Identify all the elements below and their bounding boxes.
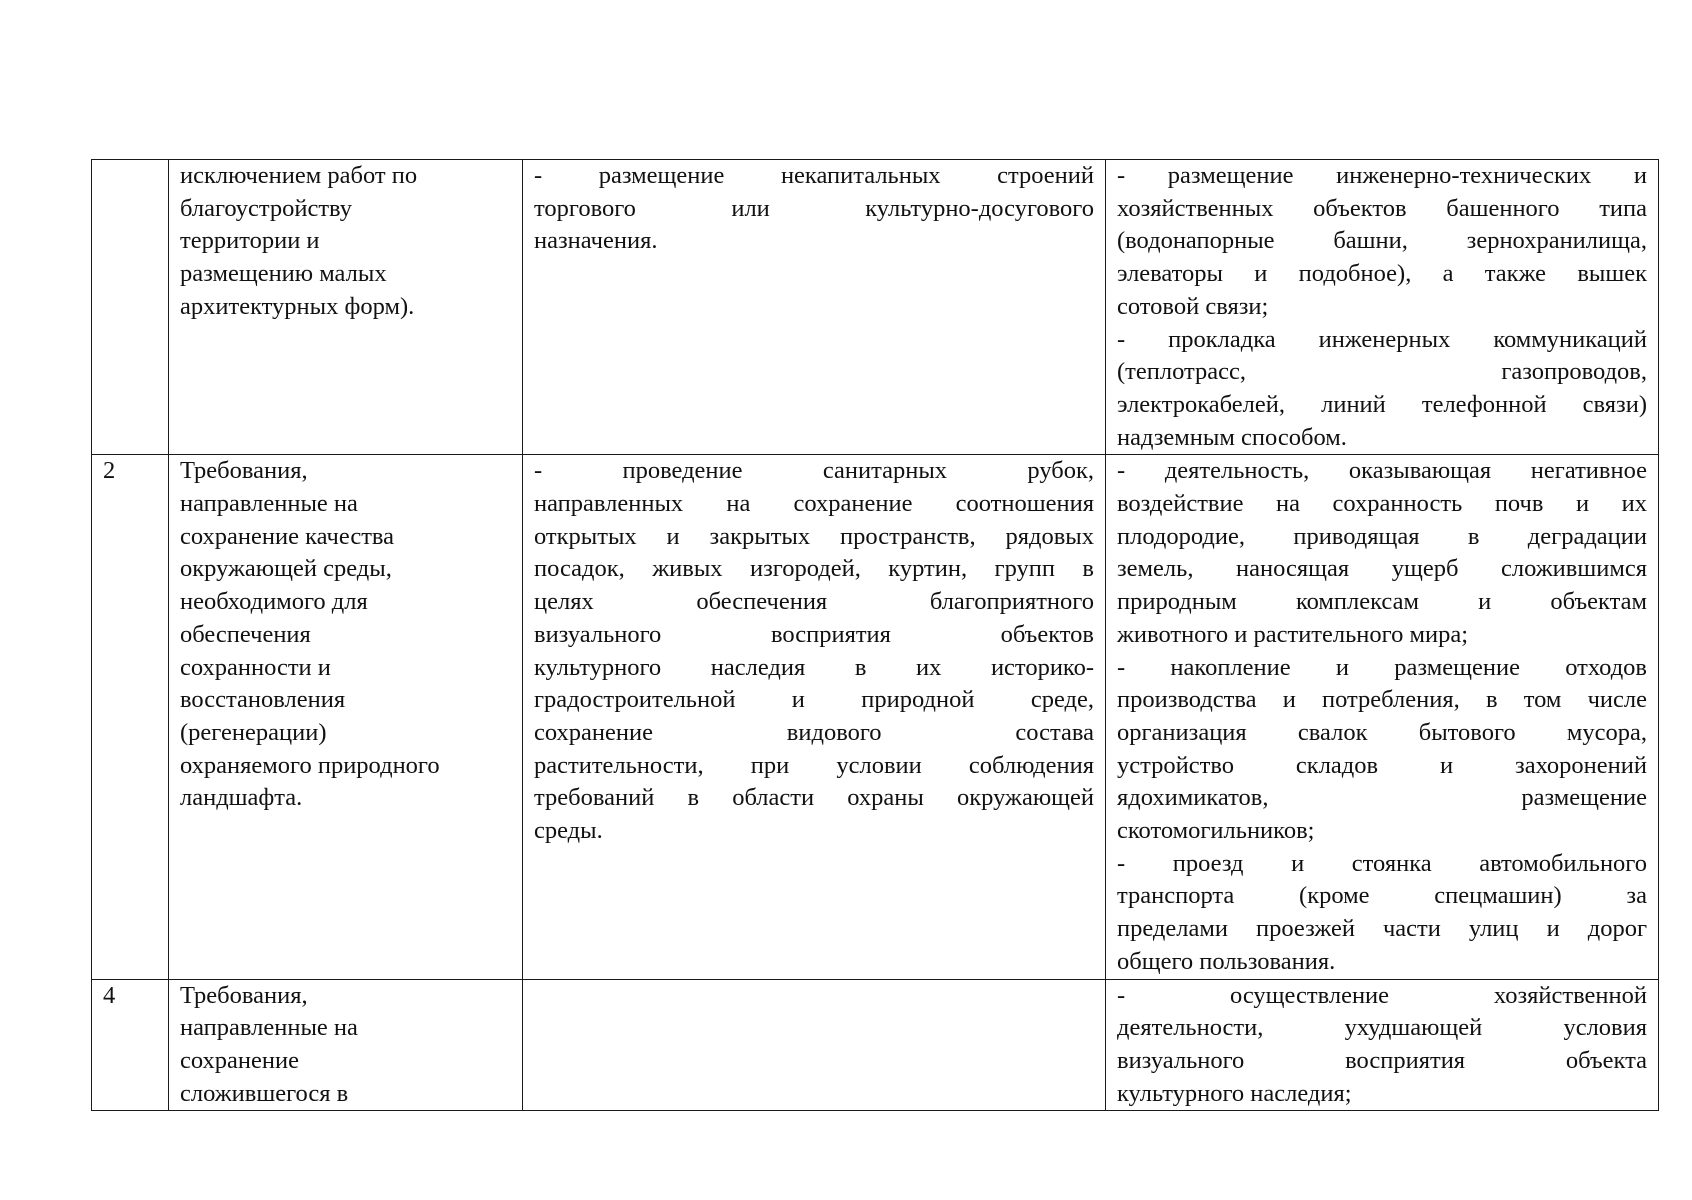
text-line: сохранение видового состава (534, 718, 1094, 746)
text-line: визуального восприятия объекта (1117, 1046, 1647, 1074)
text-line: окружающей среды, (180, 555, 392, 583)
text-line: плодородие, приводящая в деградации (1117, 522, 1647, 550)
text-line: сохранение (180, 1046, 299, 1074)
prohibited-activities-cell (1106, 160, 1659, 455)
text-line: ландшафта. (180, 784, 303, 812)
text-line: устройство складов и захоронений (1117, 751, 1647, 779)
row-number-cell (92, 979, 169, 1111)
text-line: Требования, (180, 457, 308, 485)
allowed-activities-cell (523, 455, 1106, 979)
text-line: - размещение инженерно-технических и (1117, 162, 1647, 189)
text-line: охраняемого природного (180, 751, 440, 779)
text-line: посадок, живых изгородей, куртин, групп в (534, 555, 1094, 583)
text-line: - прокладка инженерных коммуникаций (1117, 325, 1647, 353)
text-line: открытых и закрытых пространств, рядовых (534, 522, 1094, 550)
requirement-cell (169, 160, 523, 455)
requirement-cell (169, 979, 523, 1111)
text-line: - деятельность, оказывающая негативное (1117, 457, 1647, 485)
prohibited-activities-cell (1106, 455, 1659, 979)
text-line: (регенерации) (180, 718, 327, 746)
text-line: хозяйственных объектов башенного типа (1117, 194, 1647, 222)
text-line: - проезд и стоянка автомобильного (1117, 849, 1647, 877)
text-line: Требования, (180, 981, 308, 1009)
text-line: исключением работ по (180, 162, 418, 189)
text-line: культурного наследия; (1117, 1079, 1352, 1107)
table-row (92, 455, 1659, 979)
text-line: направленные на (180, 490, 358, 518)
text-line: размещению малых (180, 260, 387, 288)
text-line: скотомогильников; (1117, 817, 1315, 845)
row-number: 4 (103, 981, 116, 1009)
text-line: визуального восприятия объектов (534, 620, 1094, 648)
text-line: направленных на сохранение соотношения (534, 490, 1094, 518)
text-line: культурного наследия в их историко- (534, 653, 1094, 681)
text-line: - накопление и размещение отходов (1117, 653, 1647, 681)
text-line: (водонапорные башни, зернохранилища, (1117, 227, 1647, 255)
text-line: воздействие на сохранность почв и их (1117, 490, 1647, 518)
text-line: (теплотрасс, газопроводов, (1117, 358, 1647, 386)
text-line: - проведение санитарных рубок, (534, 457, 1094, 485)
row-number-cell (92, 455, 169, 979)
text-line: элеваторы и подобное), а также вышек (1117, 260, 1647, 288)
text-line: ядохимикатов, размещение (1117, 784, 1647, 812)
text-line: деятельности, ухудшающей условия (1117, 1014, 1647, 1042)
text-line: природным комплексам и объектам (1117, 588, 1647, 616)
text-line: растительности, при условии соблюдения (534, 751, 1094, 779)
row-number-cell (92, 160, 169, 455)
text-line: сложившегося в (180, 1079, 349, 1107)
regulations-table (91, 159, 1659, 1111)
text-line: градостроительной и природной среде, (534, 686, 1094, 714)
text-line: направленные на (180, 1014, 358, 1042)
text-line: - осуществление хозяйственной (1117, 981, 1647, 1009)
text-line: земель, наносящая ущерб сложившимся (1117, 555, 1647, 583)
allowed-activities-cell (523, 979, 1106, 1111)
text-line: восстановления (180, 686, 346, 714)
text-line: организация свалок бытового мусора, (1117, 718, 1647, 746)
row-number: 2 (103, 457, 116, 485)
text-line: обеспечения (180, 620, 311, 648)
text-line: сохранности и (180, 653, 331, 681)
requirement-cell (169, 455, 523, 979)
allowed-activities-cell (523, 160, 1106, 455)
text-line: целях обеспечения благоприятного (534, 588, 1094, 616)
text-line: необходимого для (180, 588, 368, 616)
text-line: территории и (180, 227, 320, 255)
table-row (92, 160, 1659, 455)
text-line: сохранение качества (180, 522, 395, 550)
text-line: архитектурных форм). (180, 292, 415, 320)
text-line: пределами проезжей части улиц и дорог (1117, 915, 1647, 943)
text-line: электрокабелей, линий телефонной связи) (1117, 390, 1647, 418)
text-line: надземным способом. (1117, 423, 1347, 451)
text-line: сотовой связи; (1117, 292, 1269, 320)
text-line: общего пользования. (1117, 947, 1336, 975)
text-line: производства и потребления, в том числе (1117, 686, 1647, 714)
text-line: благоустройству (180, 194, 353, 222)
text-line: транспорта (кроме спецмашин) за (1117, 882, 1647, 910)
text-line: - размещение некапитальных строений (534, 162, 1094, 189)
text-line: назначения. (534, 227, 658, 255)
table-row (92, 979, 1659, 1111)
text-line: требований в области охраны окружающей (534, 784, 1094, 812)
text-line: торгового или культурно-досугового (534, 194, 1094, 222)
prohibited-activities-cell (1106, 979, 1659, 1111)
text-line: среды. (534, 817, 603, 845)
text-line: животного и растительного мира; (1117, 620, 1469, 648)
